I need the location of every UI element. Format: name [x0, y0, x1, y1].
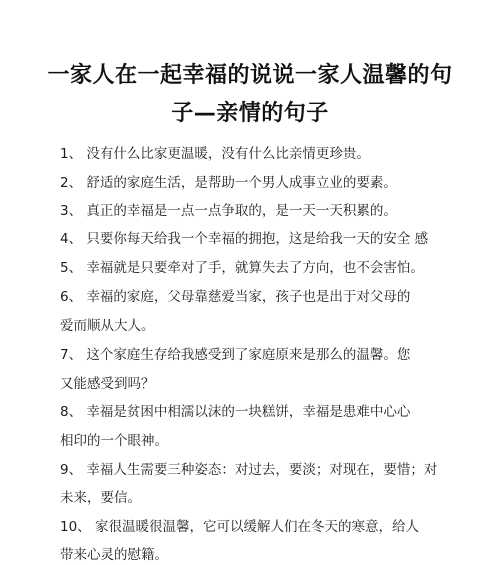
article-title-line-1: 一家人在一起幸福的说说一家人温馨的句: [47, 63, 453, 88]
quote-line: 4、 只要你每天给我一个幸福的拥抱，这是给我一天的安全 感: [60, 231, 429, 247]
quote-line: 9、 幸福人生需要三种姿态：对过去，要淡；对现在，要惜；对: [60, 462, 438, 478]
quote-line-continuation: 未来，要信。: [60, 490, 141, 506]
quote-line: 2、 舒适的家庭生活，是帮助一个男人成事立业的要素。: [60, 175, 397, 191]
quote-line-continuation: 又能感受到吗？: [60, 376, 155, 392]
quote-line-continuation: 爱而顺从大人。: [60, 318, 155, 334]
quote-line: 7、 这个家庭生存给我感受到了家庭原来是那么的温馨。您: [60, 347, 411, 363]
quote-line: 8、 幸福是贫困中相濡以沫的一块糕饼，幸福是患难中心心: [60, 404, 411, 420]
quote-line: 10、 家很温暖很温馨，它可以缓解人们在冬天的寒意，给人: [60, 519, 419, 535]
quote-line: 3、 真正的幸福是一点一点争取的，是一天一天积累的。: [60, 203, 397, 219]
article-title-line-2: 子—亲情的句子: [171, 101, 329, 126]
quote-line: 6、 幸福的家庭，父母靠慈爱当家，孩子也是出于对父母的: [60, 289, 411, 305]
quote-line: 5、 幸福就是只要牵对了手，就算失去了方向，也不会害怕。: [60, 260, 424, 276]
quote-line: 1、 没有什么比家更温暖，没有什么比亲情更珍贵。: [60, 146, 370, 162]
quote-line-continuation: 相印的一个眼神。: [60, 433, 168, 449]
quote-line-continuation: 带来心灵的慰籍。: [60, 547, 168, 563]
